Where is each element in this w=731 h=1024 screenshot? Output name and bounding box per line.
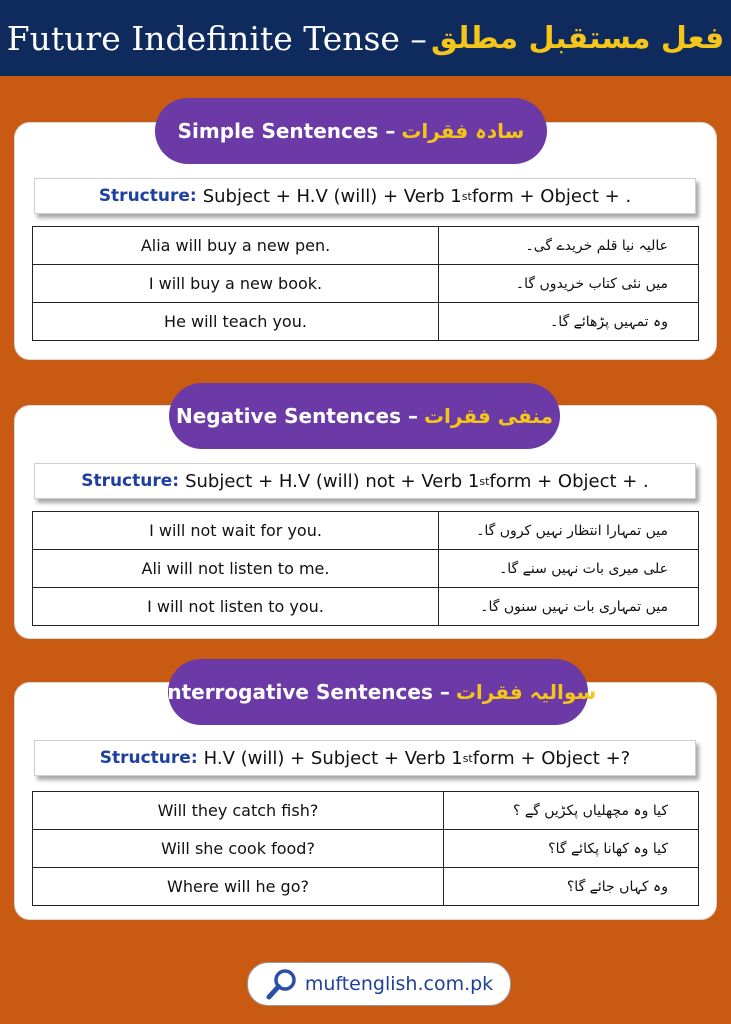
english-sentence: Will she cook food? — [33, 830, 444, 868]
urdu-sentence: میں تمہاری بات نہیں سنوں گا۔ — [439, 588, 699, 626]
english-sentence: Where will he go? — [33, 868, 444, 906]
structure-sup: st — [461, 189, 472, 203]
table-row — [33, 830, 699, 868]
page-title-urdu: فعل مستقبل مطلق — [430, 20, 725, 56]
english-sentence: Will they catch fish? — [33, 792, 444, 830]
english-sentence: Alia will buy a new pen. — [33, 227, 439, 265]
structure-label: Structure: — [81, 471, 180, 491]
interrogative-sentences-title — [159, 659, 597, 725]
section-title-urdu: منفی فقرات — [423, 404, 553, 428]
structure-text: H.V (will) + Subject + Verb 1 — [203, 747, 463, 769]
table-row — [33, 303, 699, 341]
structure-label: Structure: — [99, 748, 198, 768]
page-header — [0, 0, 731, 76]
english-sentence: I will not wait for you. — [33, 512, 439, 550]
negative-structure — [34, 463, 696, 499]
section-title-urdu: سادہ فقرات — [401, 119, 525, 143]
table-row — [33, 588, 699, 626]
structure-label: Structure: — [98, 186, 197, 206]
urdu-sentence: میں نئی کتاب خریدوں گا۔ — [439, 265, 699, 303]
negative-sentences-title — [169, 383, 560, 449]
negative-sentences-table — [32, 511, 699, 626]
urdu-sentence: وہ کہاں جائے گا؟ — [444, 868, 699, 906]
urdu-sentence: وہ تمہیں پڑھائے گا۔ — [439, 303, 699, 341]
simple-structure — [34, 178, 696, 214]
structure-text-end: form + Object + . — [489, 470, 649, 492]
table-row — [33, 227, 699, 265]
page-title: Future Indefinite Tense – — [6, 18, 427, 58]
interrogative-sentences-table — [32, 791, 699, 906]
english-sentence: I will buy a new book. — [33, 265, 439, 303]
section-title-en: Simple Sentences – — [177, 119, 396, 143]
structure-text: Subject + H.V (will) not + Verb 1 — [185, 470, 480, 492]
structure-text-end: form + Object + . — [471, 185, 632, 207]
table-row — [33, 550, 699, 588]
structure-sup: st — [462, 751, 473, 765]
english-sentence: I will not listen to you. — [33, 588, 439, 626]
urdu-sentence: کیا وہ مچھلیاں پکڑیں گے ؟ — [444, 792, 699, 830]
structure-text-end: form + Object +? — [472, 747, 631, 769]
simple-sentences-table — [32, 226, 699, 341]
structure-sup: st — [479, 474, 490, 488]
english-sentence: He will teach you. — [33, 303, 439, 341]
magnifier-icon — [265, 967, 299, 1001]
table-row — [33, 265, 699, 303]
table-row — [33, 868, 699, 906]
section-title-urdu: سوالیہ فقرات — [455, 680, 597, 704]
section-title-en: Interrogative Sentences – — [159, 680, 450, 704]
table-row — [33, 512, 699, 550]
simple-sentences-title — [155, 98, 547, 164]
section-title-en: Negative Sentences – — [176, 404, 418, 428]
urdu-sentence: کیا وہ کھانا پکائے گا؟ — [444, 830, 699, 868]
interrogative-structure — [34, 740, 696, 776]
website-url[interactable]: muftenglish.com.pk — [304, 973, 494, 995]
urdu-sentence: علی میری بات نہیں سنے گا۔ — [439, 550, 699, 588]
urdu-sentence: میں تمہارا انتظار نہیں کروں گا۔ — [439, 512, 699, 550]
table-row — [33, 792, 699, 830]
website-badge[interactable] — [247, 962, 511, 1006]
urdu-sentence: عالیہ نیا قلم خریدے گی۔ — [439, 227, 699, 265]
english-sentence: Ali will not listen to me. — [33, 550, 439, 588]
structure-text: Subject + H.V (will) + Verb 1 — [202, 185, 462, 207]
